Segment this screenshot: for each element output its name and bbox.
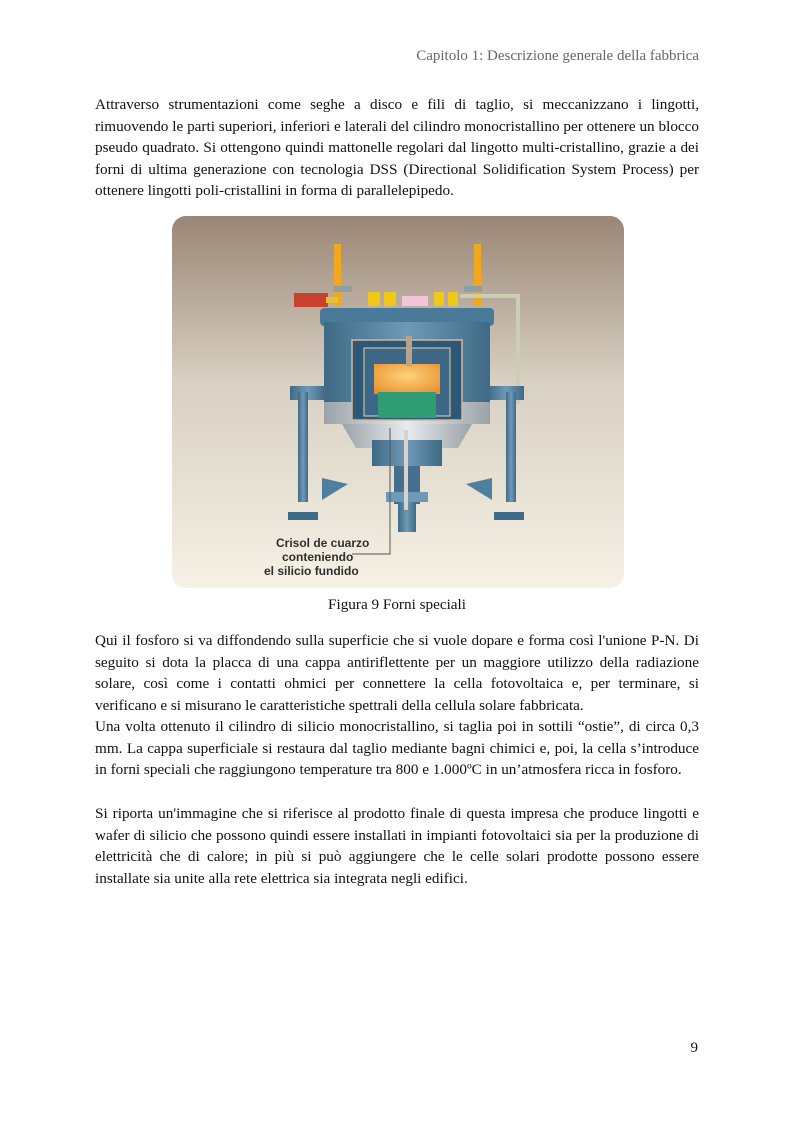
leg-left bbox=[298, 392, 308, 502]
leg-right bbox=[506, 392, 516, 502]
figure-label-line-2: conteniendo bbox=[282, 550, 354, 564]
paragraph: Si riporta un'immagine che si riferisce al prodotto finale di questa impresa che produce lingotti e wafer di silicio che possono quindi essere installati in impianti fotovoltaici sia per la produzione di elettricità che di calore; in più si può aggiungere che le celle solari prodotte possono essere installate sia unite alla rete elettrica sia integrata negli edifici. bbox=[95, 805, 699, 887]
figure-label-line-1: Crisol de cuarzo bbox=[276, 536, 370, 550]
furnace-figure bbox=[172, 216, 624, 588]
furnace-illustration bbox=[172, 216, 624, 588]
motor-unit bbox=[294, 293, 328, 307]
paragraph: Una volta ottenuto il cilindro di silicio monocristallino, si taglia poi in sottili “ostie”, di circa 0,3 mm. La cappa superficiale si restaura dal taglio mediante bagni chimici e, poi, la cella s’introduce in forni speciali che raggiungono temperature tra 800 e 1.000ºC in un’atmosfera ricca in fosforo. bbox=[95, 718, 699, 778]
page-number: 9 bbox=[690, 1040, 698, 1056]
paragraph: Qui il fosforo si va diffondendo sulla superficie che si vuole dopare e forma così l'unione P-N. Di seguito si dota la placca di una cappa antiriflettente per un maggiore utilizzo della radiazione solare, così come i contatti ohmici per connettere la cella fotovoltaica e, per terminare, si verificano e si misurano le caratteristiche spettrali della cellula solare fabbricata. bbox=[95, 632, 699, 714]
figure-label-line-3: el silicio fundido bbox=[264, 564, 359, 578]
paragraph: Attraverso strumentazioni come seghe a disco e fili di taglio, si meccanizzano i lingotti, rimuovendo le parti superiori, inferiori e laterali del cilindro monocristallino per ottenere un blocco pseudo quadrato. Si ottengono quindi mattonelle regolari dal lingotto multi-cristallino, grazie a dei forni di ultima generazione con tecnologia DSS (Directional Solidification System Process) per ottenere lingotti poli-cristallini in forma di parallelepipedo. bbox=[95, 96, 699, 199]
crucible-base bbox=[378, 392, 436, 418]
running-header: Capitolo 1: Descrizione generale della fabbrica bbox=[416, 48, 699, 64]
molten-silicon bbox=[374, 364, 440, 394]
gas-pipe-left bbox=[334, 244, 341, 306]
figure-caption: Figura 9 Forni speciali bbox=[328, 596, 466, 613]
